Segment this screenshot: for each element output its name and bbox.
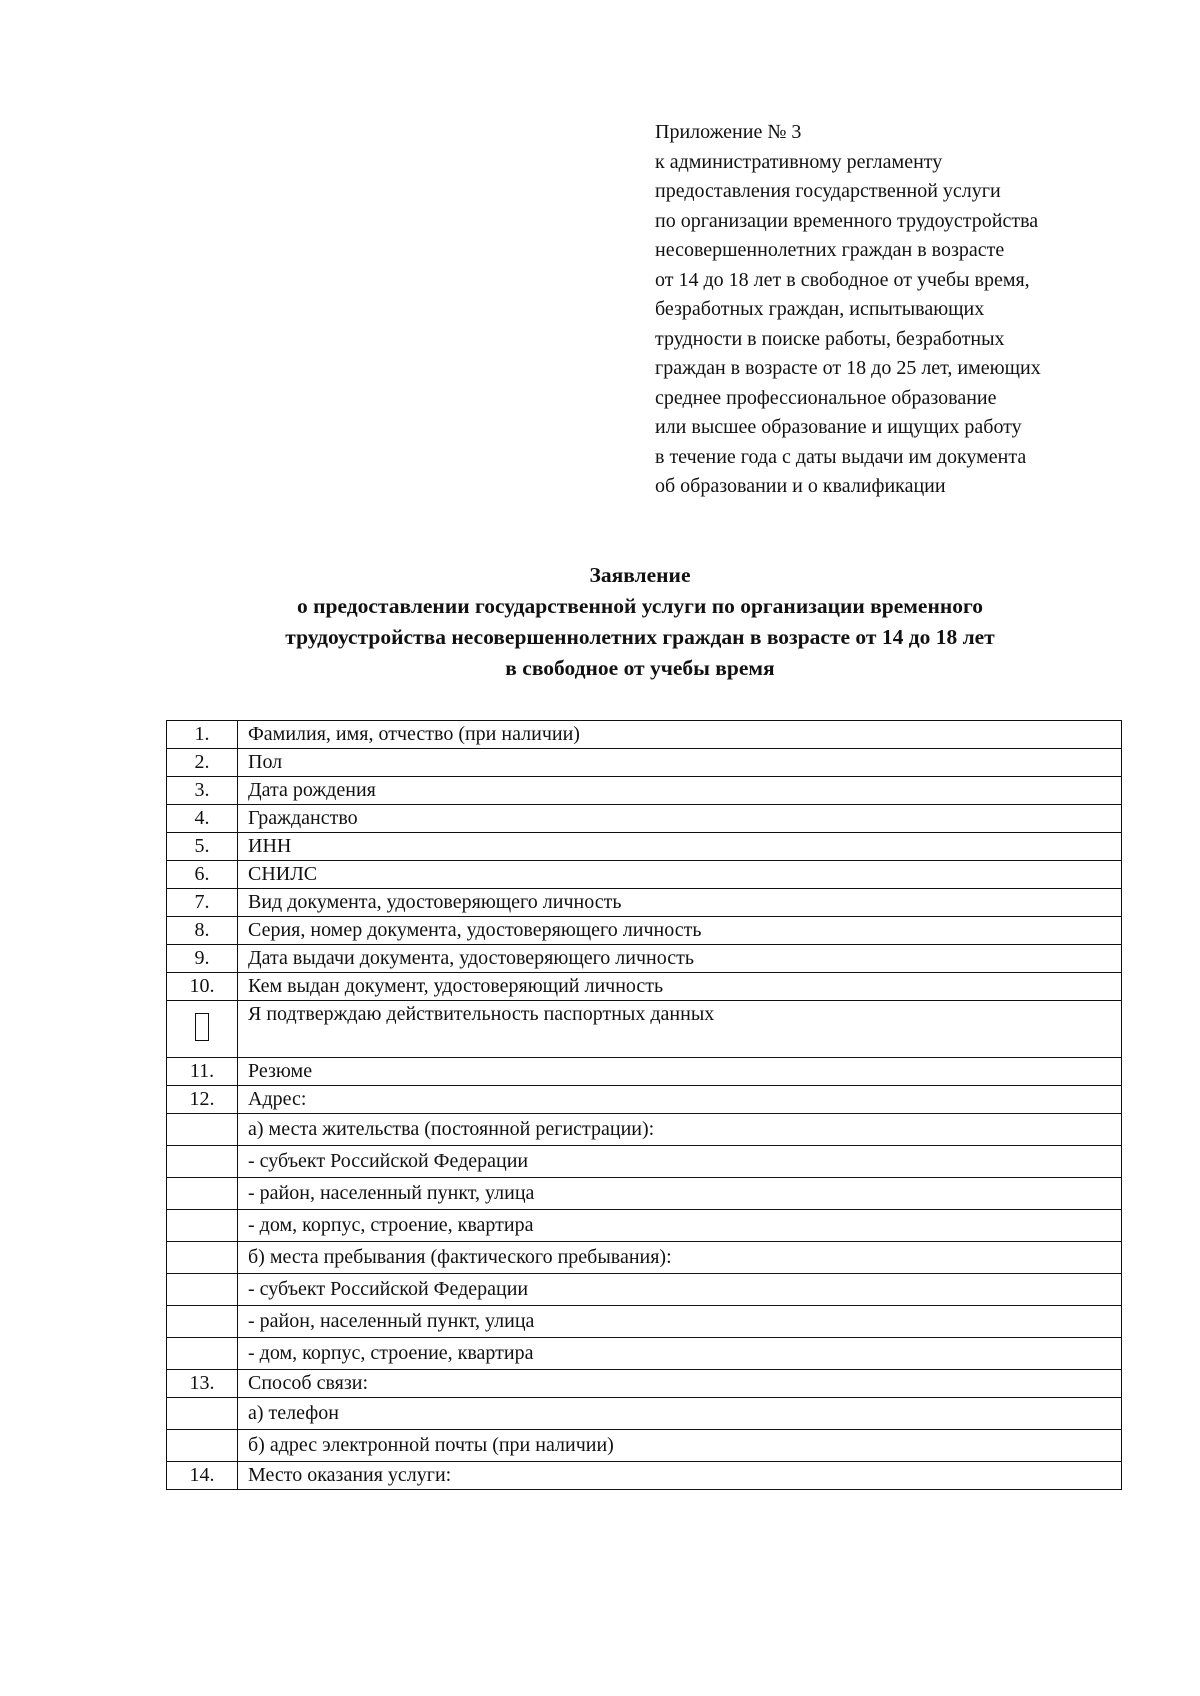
table-row bbox=[167, 1178, 1122, 1210]
row-number: 5. bbox=[167, 833, 238, 861]
row-number bbox=[167, 1274, 238, 1306]
table-row bbox=[167, 805, 1122, 833]
appendix-line: к административному регламенту bbox=[655, 150, 943, 173]
row-label: СНИЛС bbox=[238, 861, 1122, 889]
row-number: 11. bbox=[167, 1058, 238, 1086]
appendix-header bbox=[655, 118, 1125, 502]
appendix-line: среднее профессиональное образование bbox=[655, 386, 997, 409]
row-number bbox=[167, 1114, 238, 1146]
row-label: Дата рождения bbox=[238, 777, 1122, 805]
row-label: Вид документа, удостоверяющего личность bbox=[238, 889, 1122, 917]
row-label: Адрес: bbox=[238, 1086, 1122, 1114]
table-row bbox=[167, 833, 1122, 861]
appendix-line: об образовании и о квалификации bbox=[655, 475, 946, 497]
row-number bbox=[167, 1430, 238, 1462]
appendix-line: трудности в поиске работы, безработных bbox=[655, 327, 1005, 350]
row-number: 8. bbox=[167, 917, 238, 945]
table-row bbox=[167, 917, 1122, 945]
table-row bbox=[167, 1398, 1122, 1430]
row-label: а) телефон bbox=[238, 1398, 1122, 1430]
row-number: 13. bbox=[167, 1370, 238, 1398]
appendix-line: безработных граждан, испытывающих bbox=[655, 298, 985, 320]
row-label: Дата выдачи документа, удостоверяющего личность bbox=[238, 945, 1122, 973]
table-row bbox=[167, 1058, 1122, 1086]
row-label: б) адрес электронной почты (при наличии) bbox=[238, 1430, 1122, 1462]
row-number bbox=[167, 1398, 238, 1430]
row-label: - район, населенный пункт, улица bbox=[238, 1306, 1122, 1338]
checkbox-cell bbox=[167, 1001, 238, 1058]
row-number bbox=[167, 1210, 238, 1242]
row-label: б) места пребывания (фактического пребывания): bbox=[238, 1242, 1122, 1274]
table-row bbox=[167, 749, 1122, 777]
appendix-line: предоставления государственной услуги bbox=[655, 180, 1001, 202]
appendix-line: от 14 до 18 лет в свободное от учебы время, bbox=[655, 268, 1030, 291]
row-number: 10. bbox=[167, 973, 238, 1001]
row-number: 12. bbox=[167, 1086, 238, 1114]
title-line: трудоустройства несовершеннолетних граждан в возрасте от 14 до 18 лет bbox=[285, 625, 995, 649]
row-label: Серия, номер документа, удостоверяющего личность bbox=[238, 917, 1122, 945]
appendix-line: несовершеннолетних граждан в возрасте bbox=[655, 239, 1005, 261]
row-number: 3. bbox=[167, 777, 238, 805]
row-label: - дом, корпус, строение, квартира bbox=[238, 1338, 1122, 1370]
row-number bbox=[167, 1338, 238, 1370]
table-row bbox=[167, 721, 1122, 749]
row-number: 2. bbox=[167, 749, 238, 777]
row-number: 1. bbox=[167, 721, 238, 749]
row-label: Место оказания услуги: bbox=[238, 1462, 1122, 1490]
table-row bbox=[167, 1086, 1122, 1114]
table-row bbox=[167, 889, 1122, 917]
table-row bbox=[167, 1242, 1122, 1274]
table-row bbox=[167, 777, 1122, 805]
table-row bbox=[167, 1370, 1122, 1398]
title-heading: Заявление bbox=[589, 563, 691, 587]
table-row bbox=[167, 861, 1122, 889]
title-line: о предоставлении государственной услуги по организации временного bbox=[297, 594, 983, 618]
row-label: - субъект Российской Федерации bbox=[238, 1146, 1122, 1178]
row-number bbox=[167, 1306, 238, 1338]
application-form-table bbox=[166, 720, 1122, 1490]
row-label: Фамилия, имя, отчество (при наличии) bbox=[238, 721, 1122, 749]
row-number: 7. bbox=[167, 889, 238, 917]
table-row bbox=[167, 973, 1122, 1001]
passport-confirm-checkbox[interactable] bbox=[195, 1013, 209, 1041]
row-number: 14. bbox=[167, 1462, 238, 1490]
table-row bbox=[167, 1274, 1122, 1306]
table-row bbox=[167, 1146, 1122, 1178]
row-label: - район, населенный пункт, улица bbox=[238, 1178, 1122, 1210]
appendix-line: в течение года с даты выдачи им документа bbox=[655, 445, 1027, 468]
table-row bbox=[167, 1462, 1122, 1490]
row-number: 4. bbox=[167, 805, 238, 833]
row-label: а) места жительства (постоянной регистрации): bbox=[238, 1114, 1122, 1146]
row-label: Я подтверждаю действительность паспортных данных bbox=[238, 1001, 1122, 1058]
table-row bbox=[167, 1210, 1122, 1242]
row-label: Кем выдан документ, удостоверяющий личность bbox=[238, 973, 1122, 1001]
row-label: Резюме bbox=[238, 1058, 1122, 1086]
row-label: - субъект Российской Федерации bbox=[238, 1274, 1122, 1306]
row-label: Пол bbox=[238, 749, 1122, 777]
table-row bbox=[167, 1430, 1122, 1462]
table-row bbox=[167, 1306, 1122, 1338]
appendix-line: или высшее образование и ищущих работу bbox=[655, 416, 1022, 438]
row-label: Способ связи: bbox=[238, 1370, 1122, 1398]
appendix-line: Приложение № 3 bbox=[655, 121, 802, 143]
row-label: - дом, корпус, строение, квартира bbox=[238, 1210, 1122, 1242]
row-label: ИНН bbox=[238, 833, 1122, 861]
row-number: 6. bbox=[167, 861, 238, 889]
row-label: Гражданство bbox=[238, 805, 1122, 833]
appendix-line: по организации временного трудоустройства bbox=[655, 209, 1039, 232]
table-row-passport-confirm bbox=[167, 1001, 1122, 1058]
row-number bbox=[167, 1146, 238, 1178]
row-number: 9. bbox=[167, 945, 238, 973]
row-number bbox=[167, 1242, 238, 1274]
document-title bbox=[100, 560, 1180, 684]
row-number bbox=[167, 1178, 238, 1210]
table-row bbox=[167, 1114, 1122, 1146]
table-row bbox=[167, 1338, 1122, 1370]
table-row bbox=[167, 945, 1122, 973]
appendix-line: граждан в возрасте от 18 до 25 лет, имеющих bbox=[655, 357, 1041, 379]
title-line: в свободное от учебы время bbox=[505, 656, 775, 680]
